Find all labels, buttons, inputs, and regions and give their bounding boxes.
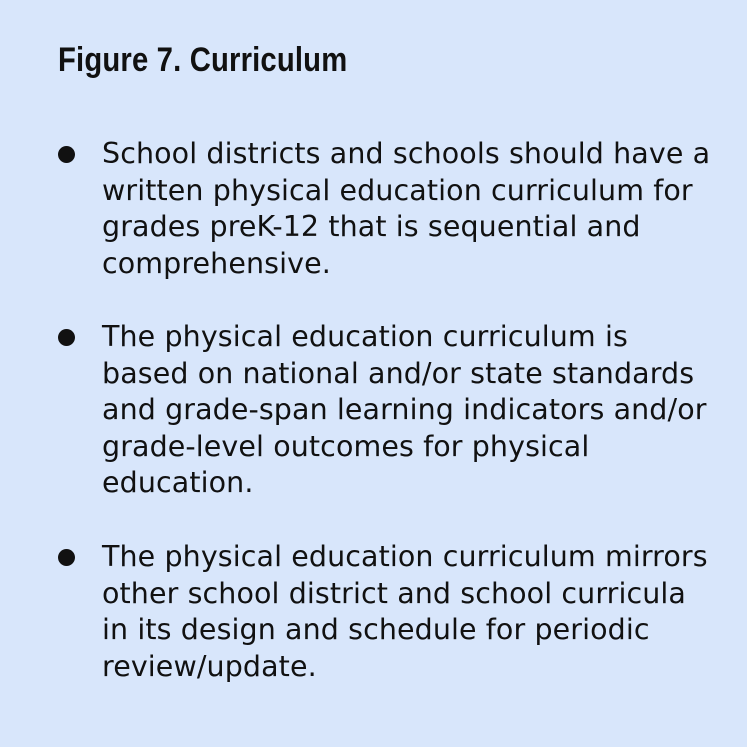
figure-title: Figure 7. Curriculum bbox=[58, 41, 348, 79]
bullet-dot-icon bbox=[58, 329, 75, 346]
bullet-text: The physical education curriculum mirrors other school district and school curricula in its design and schedule for periodic review/update. bbox=[102, 540, 708, 683]
bullet-text: The physical education curriculum is based on national and/or state standards and grade-span learning indicators and/or grade-level outcomes for physical education. bbox=[102, 320, 707, 499]
bullet-item-standards-based bbox=[58, 319, 717, 502]
bullet-dot-icon bbox=[58, 146, 75, 163]
bullet-text: School districts and schools should have a written physical education curriculum for grades preK-12 that is sequential and comprehensive. bbox=[102, 137, 711, 280]
bullet-dot-icon bbox=[58, 549, 75, 566]
bullet-item-written-curriculum bbox=[58, 136, 717, 282]
bullet-item-mirrors-other-curricula bbox=[58, 539, 717, 685]
